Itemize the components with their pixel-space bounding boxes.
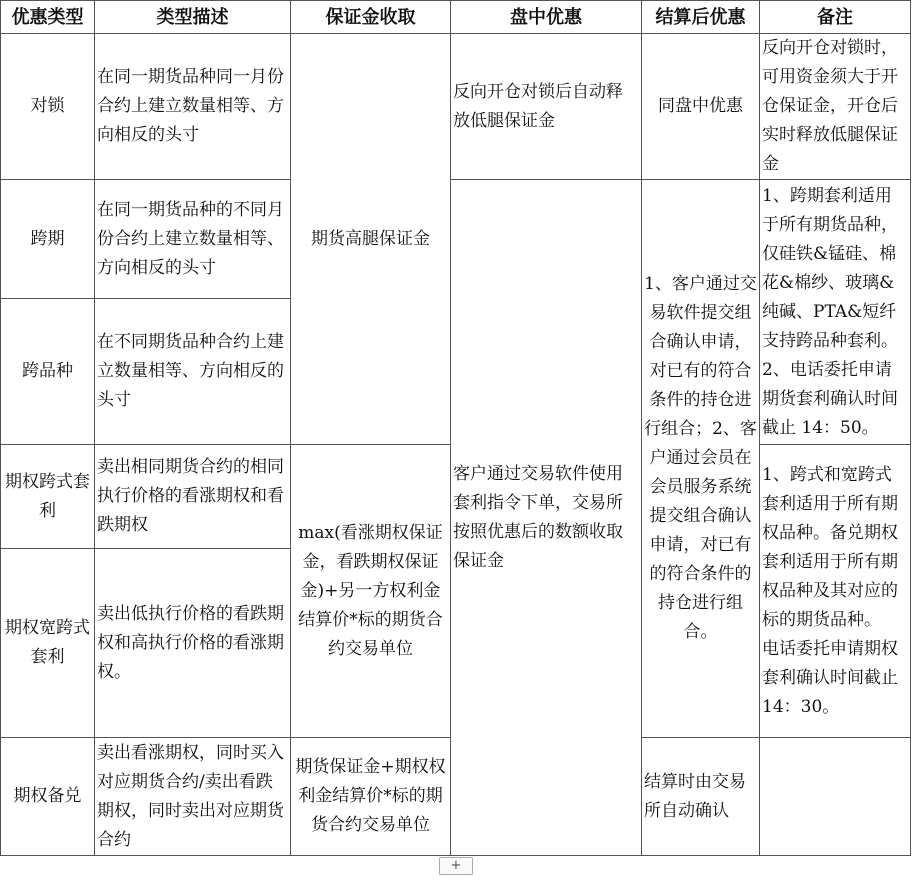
type-cell: 跨期 bbox=[1, 180, 95, 299]
header-intraday: 盘中优惠 bbox=[451, 1, 642, 34]
add-row-button[interactable] bbox=[439, 857, 473, 875]
note-line: 1、跨式和宽跨式套利适用于所有期权品种。备兑期权套利适用于所有期权品种及其对应的标的期货品种。 bbox=[762, 464, 898, 630]
header-type: 优惠类型 bbox=[1, 1, 95, 34]
table-row bbox=[1, 34, 911, 180]
type-cell: 跨品种 bbox=[1, 299, 95, 445]
description-cell: 在同一期货品种的不同月份合约上建立数量相等、方向相反的头寸 bbox=[95, 180, 291, 299]
note-line: 电话委托申请期权套利确认时间截止 14：30。 bbox=[762, 638, 898, 717]
settlement-cell: 同盘中优惠 bbox=[642, 34, 760, 180]
margin-cell: 期货高腿保证金 bbox=[291, 34, 451, 445]
note-cell: 1、跨期套利适用于所有期货品种，仅硅铁&锰硅、棉花&棉纱、玻璃&纯碱、PTA&短纤支持跨品种套利。2、电话委托申请期货套利确认时间截止 14：50。 bbox=[760, 180, 911, 445]
note-cell bbox=[760, 445, 911, 738]
header-settlement: 结算后优惠 bbox=[642, 1, 760, 34]
margin-cell: 期货保证金+期权权利金结算价*标的期货合约交易单位 bbox=[291, 738, 451, 856]
type-cell: 对锁 bbox=[1, 34, 95, 180]
header-row bbox=[1, 1, 911, 34]
type-cell: 期权宽跨式套利 bbox=[1, 549, 95, 738]
description-cell: 在不同期货品种合约上建立数量相等、方向相反的头寸 bbox=[95, 299, 291, 445]
header-margin: 保证金收取 bbox=[291, 1, 451, 34]
note-cell bbox=[760, 738, 911, 856]
type-cell: 期权跨式套利 bbox=[1, 445, 95, 549]
note-cell: 反向开仓对锁时，可用资金须大于开仓保证金，开仓后实时释放低腿保证金 bbox=[760, 34, 911, 180]
intraday-cell: 反向开仓对锁后自动释放低腿保证金 bbox=[451, 34, 642, 180]
type-cell: 期权备兑 bbox=[1, 738, 95, 856]
description-cell: 卖出看涨期权，同时买入对应期货合约/卖出看跌期权，同时卖出对应期货合约 bbox=[95, 738, 291, 856]
header-note: 备注 bbox=[760, 1, 911, 34]
intraday-cell: 客户通过交易软件使用套利指令下单，交易所按照优惠后的数额收取保证金 bbox=[451, 180, 642, 856]
settlement-cell: 1、客户通过交易软件提交组合确认申请，对已有的符合条件的持仓进行组合；2、客户通过会员在会员服务系统提交组合确认申请，对已有的符合条件的持仓进行组合。 bbox=[642, 180, 760, 738]
table-row bbox=[1, 180, 911, 299]
description-cell: 在同一期货品种同一月份合约上建立数量相等、方向相反的头寸 bbox=[95, 34, 291, 180]
settlement-cell: 结算时由交易所自动确认 bbox=[642, 738, 760, 856]
margin-cell: max(看涨期权保证金，看跌期权保证金)+另一方权利金结算价*标的期货合约交易单位 bbox=[291, 445, 451, 738]
description-cell: 卖出相同期货合约的相同执行价格的看涨期权和看跌期权 bbox=[95, 445, 291, 549]
plus-icon: + bbox=[450, 858, 462, 873]
header-description: 类型描述 bbox=[95, 1, 291, 34]
description-cell: 卖出低执行价格的看跌期权和高执行价格的看涨期权。 bbox=[95, 549, 291, 738]
